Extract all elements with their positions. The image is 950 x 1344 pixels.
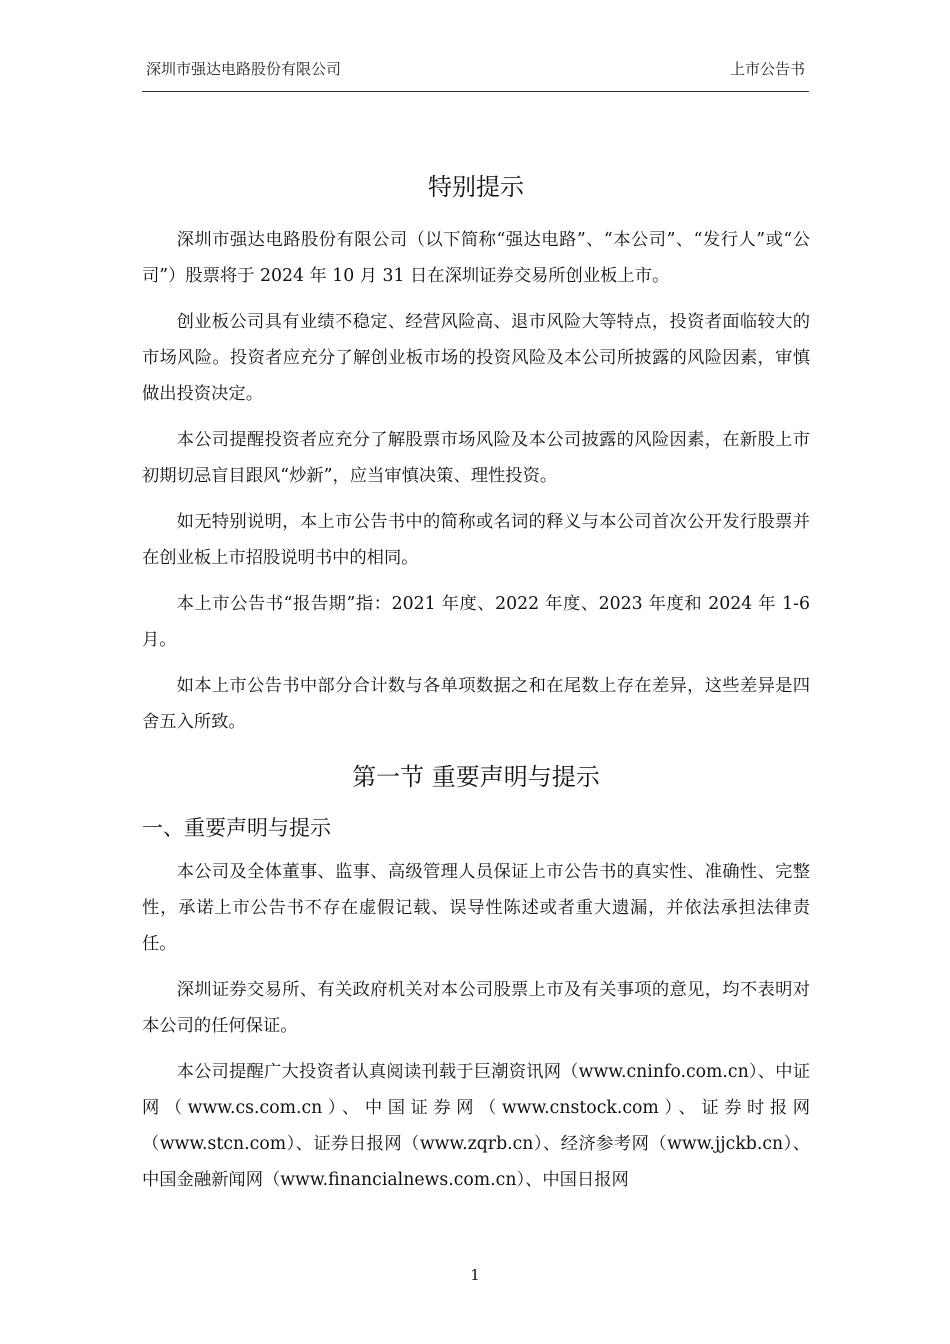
notice-paragraph-definitions: 如无特别说明，本上市公告书中的简称或名词的释义与本公司首次公开发行股票并在创业板上市招股说明书中的相同。 [142, 512, 810, 568]
notice-paragraph-risk: 创业板公司具有业绩不稳定、经营风险高、退市风险大等特点，投资者面临较大的市场风险。投资者应充分了解创业板市场的投资风险及本公司所披露的风险因素，审慎做出投资决定。 [142, 312, 810, 404]
page-header [142, 58, 809, 80]
special-notice-title: 特别提示 [428, 173, 524, 201]
notice-paragraph-reporting-period: 本上市公告书“报告期”指：2021 年度、2022 年度、2023 年度和 2024 年 1-6 月。 [142, 594, 810, 650]
page-number: 1 [470, 1266, 480, 1284]
section-1-subheading: 一、重要声明与提示 [142, 816, 331, 840]
section-1-title: 第一节 重要声明与提示 [352, 763, 600, 791]
header-document-type: 上市公告书 [729, 60, 805, 78]
statement-paragraph-no-guarantee: 深圳证券交易所、有关政府机关对本公司股票上市及有关事项的意见，均不表明对本公司的任何保证。 [142, 980, 810, 1036]
page-content [142, 170, 810, 1208]
statement-paragraph-websites: 本公司提醒广大投资者认真阅读刊载于巨潮资讯网（www.cninfo.com.cn）、中证网（www.cs.com.cn）、中国证券网（www.cnstock.com）、证券时报网（www.stcn.com）、证券日报网（www.zqrb.cn）、经济参考网（www.jjckb.cn）、中国金融新闻网（www.financialnews.com.cn）、中国日报网 [142, 1062, 810, 1190]
notice-paragraph-listing-date: 深圳市强达电路股份有限公司（以下简称“强达电路”、“本公司”、“发行人”或“公司”）股票将于 2024 年 10 月 31 日在深圳证券交易所创业板上市。 [142, 230, 810, 286]
header-divider [142, 91, 809, 92]
notice-paragraph-rounding: 如本上市公告书中部分合计数与各单项数据之和在尾数上存在差异，这些差异是四舍五入所致。 [142, 676, 810, 732]
statement-paragraph-responsibility: 本公司及全体董事、监事、高级管理人员保证上市公告书的真实性、准确性、完整性，承诺上市公告书不存在虚假记载、误导性陈述或者重大遗漏，并依法承担法律责任。 [142, 862, 810, 954]
header-company-name: 深圳市强达电路股份有限公司 [146, 60, 342, 78]
notice-paragraph-caution: 本公司提醒投资者应充分了解股票市场风险及本公司披露的风险因素，在新股上市初期切忌盲目跟风“炒新”，应当审慎决策、理性投资。 [142, 430, 810, 486]
